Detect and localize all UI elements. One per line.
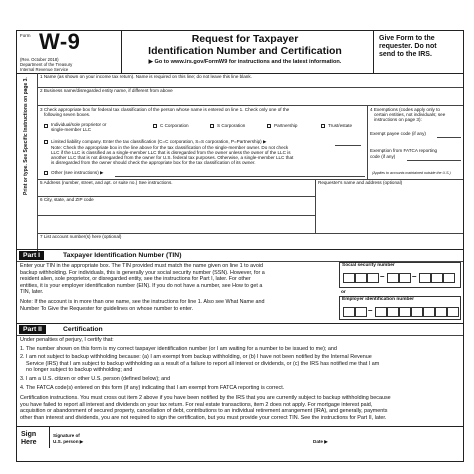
- ssn-label: Social security number: [342, 263, 395, 268]
- certification-instructions-3: acquisition or abandonment of secured property, cancellation of debt, contributions to an individual retirement arrangement (IRA), and generally, payments: [20, 408, 388, 414]
- signature-label-2: U.S. person ▶: [53, 439, 84, 444]
- checkbox-individual[interactable]: [44, 124, 48, 128]
- ssn-digit-6[interactable]: [419, 273, 431, 283]
- name-field[interactable]: [40, 80, 460, 86]
- ein-dash: –: [368, 306, 373, 315]
- ssn-dash-2: –: [412, 272, 417, 281]
- certification-item-1: 1. The number shown on this form is my correct taxpayer identification number (or I am waiting for a number to be issued to me); and: [20, 346, 337, 352]
- label-individual-2: single-member LLC: [51, 127, 92, 132]
- ssn-digit-7[interactable]: [431, 273, 443, 283]
- certification-instructions-2: you have failed to report all interest and dividends on your tax return. For real estate transactions, item 2 does not apply. For mortgage interest paid,: [20, 401, 373, 408]
- part1-text-5: TIN, later.: [20, 289, 44, 295]
- address-field[interactable]: [40, 186, 310, 194]
- part2-label: Part II: [19, 325, 46, 334]
- date-label: Date ▶: [313, 439, 328, 444]
- instructions-link[interactable]: ▶ Go to www.irs.gov/FormW9 for instructions and the latest information.: [148, 59, 342, 65]
- ssn-digit-1[interactable]: [343, 273, 355, 283]
- certification-intro: Under penalties of perjury, I certify that:: [20, 337, 114, 343]
- label-other: Other (see instructions) ▶: [51, 170, 104, 175]
- certification-item-2a: 2. I am not subject to backup withholding because: (a) I am exempt from backup withholding, or (b) I have not been notified by the Internal Revenue: [20, 354, 372, 360]
- fatca-label: Exemption from FATCA reporting: [370, 148, 438, 153]
- exempt-payee-field[interactable]: [437, 131, 461, 138]
- certification-instructions-1: Certification instructions. You must cross out item 2 above if you have been notified by the IRS that you are currently subject to backup withholding because: [20, 395, 391, 401]
- label-s-corp: S Corporation: [217, 123, 246, 128]
- requester-field[interactable]: [318, 187, 460, 231]
- give-form-note: Give Form to the requester. Do not send to the IRS.: [379, 35, 437, 58]
- ssn-digit-2[interactable]: [355, 273, 367, 283]
- form-name: W-9: [39, 29, 81, 54]
- part1-note-2: Number To Give the Requester for guidelines on whose number to enter.: [20, 305, 194, 312]
- checkbox-c-corp[interactable]: [153, 124, 157, 128]
- requester-label: Requester's name and address (optional): [318, 180, 403, 185]
- ein-digit-6[interactable]: [411, 307, 423, 317]
- part1-text-4: entities, it is your employer identification number (EIN). If you do not have a number, see How to get a: [20, 282, 263, 289]
- checkbox-partnership[interactable]: [267, 124, 271, 128]
- ein-digit-9[interactable]: [447, 307, 459, 317]
- ssn-dash-1: –: [380, 272, 385, 281]
- ein-digit-2[interactable]: [355, 307, 367, 317]
- line1-label: 1 Name (as shown on your income tax return). Name is required on this line; do not leave this line blank.: [40, 74, 252, 79]
- llc-classification-field[interactable]: [335, 139, 361, 146]
- ein-digit-3[interactable]: [375, 307, 387, 317]
- llc-note-2: LLC if the LLC is classified as a single-member LLC that is disregarded from the owner unless the owner of the LLC is: [51, 150, 291, 155]
- line2-label: 2 Business name/disregarded entity name, if different from above: [40, 88, 173, 93]
- label-c-corp: C Corporation: [160, 123, 189, 128]
- checkbox-trust[interactable]: [321, 124, 325, 128]
- ein-digit-4[interactable]: [387, 307, 399, 317]
- llc-note-3: another LLC that is not disregarded from the owner for U.S. federal tax purposes. Otherwise, a single-member LLC that: [51, 155, 294, 160]
- ssn-digit-5[interactable]: [399, 273, 411, 283]
- city-state-zip-field[interactable]: [40, 203, 310, 211]
- signature-label: Signature of: [53, 433, 80, 438]
- form-title: Request for Taxpayer Identification Number and Certification: [148, 33, 342, 57]
- ein-digit-1[interactable]: [343, 307, 355, 317]
- exemptions-label-3: instructions on page 3):: [374, 117, 422, 122]
- fatca-field[interactable]: [407, 154, 461, 161]
- business-name-field[interactable]: [40, 94, 460, 104]
- label-individual: Individual/sole proprietor or: [51, 122, 107, 127]
- w9-form: [16, 30, 464, 462]
- llc-note-1: Note: Check the appropriate box in the line above for the tax classification of the single-member owner. Do not check: [51, 145, 289, 150]
- sign-label: Sign: [21, 431, 37, 438]
- certification-instructions-4: other than interest and dividends, you are not required to sign the certification, but you must provide your correct TIN. See the instructions for Part II, later.: [20, 414, 387, 421]
- part1-note-1: Note: If the account is in more than one name, see the instructions for line 1. Also see What Name and: [20, 299, 265, 305]
- other-field[interactable]: [115, 170, 365, 177]
- certification-item-2b: Service (IRS) that I am subject to backup withholding as a result of a failure to report all interest or dividends, or (c) the IRS has notified me that I am: [26, 360, 380, 367]
- form-label: Form: [20, 33, 31, 38]
- or-label: or: [341, 290, 346, 295]
- part1-text-2: backup withholding. For individuals, this is generally your social security number (SSN). However, for a: [20, 269, 265, 276]
- ssn-digit-3[interactable]: [367, 273, 379, 283]
- line3-label: 3 Check appropriate box for federal tax classification of the person whose name is entered on line 1. Check only one of the: [40, 107, 290, 112]
- llc-note-4: is disregarded from the owner should check the appropriate box for the tax classification of its owner.: [51, 160, 256, 165]
- exempt-payee-label: Exempt payee code (if any): [370, 131, 426, 136]
- part1-title: Taxpayer Identification Number (TIN): [63, 252, 182, 259]
- certification-item-4: 4. The FATCA code(s) entered on this form (if any) indicating that I am exempt from FATCA reporting is correct.: [20, 385, 285, 391]
- line3-label-cont: following seven boxes.: [44, 112, 91, 117]
- revision: (Rev. October 2018): [20, 57, 59, 62]
- ein-digit-8[interactable]: [435, 307, 447, 317]
- ssn-digit-8[interactable]: [443, 273, 455, 283]
- date-field[interactable]: [333, 433, 459, 445]
- checkbox-s-corp[interactable]: [210, 124, 214, 128]
- signature-field[interactable]: [95, 433, 305, 445]
- label-trust: Trust/estate: [328, 123, 353, 128]
- line6-label: 6 City, state, and ZIP code: [40, 197, 94, 202]
- agency: Internal Revenue Service: [20, 67, 69, 72]
- label-partnership: Partnership: [274, 123, 298, 128]
- line7-label: 7 List account number(s) here (optional): [40, 234, 122, 239]
- part1-text-1: Enter your TIN in the appropriate box. The TIN provided must match the name given on line 1 to avoid: [20, 263, 264, 269]
- line5-label: 5 Address (number, street, and apt. or suite no.) See instructions.: [40, 180, 173, 185]
- ein-label: Employer identification number: [342, 297, 414, 302]
- part1-text-3: resident alien, sole proprietor, or disregarded entity, see the instructions for Part I, later. For other: [20, 276, 251, 282]
- here-label: Here: [21, 439, 37, 446]
- part1-label: Part I: [19, 251, 44, 260]
- certification-item-3: 3. I am a U.S. citizen or other U.S. person (defined below); and: [20, 376, 171, 382]
- certification-item-2c: no longer subject to backup withholding; and: [26, 367, 133, 373]
- label-llc: Limited liability company. Enter the tax classification (C=C corporation, S=S corporation, P=Partnership) ▶: [51, 139, 267, 144]
- ein-digit-5[interactable]: [399, 307, 411, 317]
- exemptions-label: 4 Exemptions (codes apply only to: [370, 107, 440, 112]
- checkbox-llc[interactable]: [44, 140, 48, 144]
- fatca-label-2: code (if any): [370, 154, 396, 159]
- exemptions-label-2: certain entities, not individuals; see: [374, 112, 446, 117]
- ssn-digit-4[interactable]: [387, 273, 399, 283]
- account-numbers-field[interactable]: [40, 240, 460, 248]
- ein-digit-7[interactable]: [423, 307, 435, 317]
- department: Department of the Treasury: [20, 62, 73, 67]
- part2-title: Certification: [63, 326, 103, 333]
- side-instructions: Print or type. See Specific Instructions on page 3.: [23, 77, 29, 195]
- checkbox-other[interactable]: [44, 171, 48, 175]
- fatca-note: (Applies to accounts maintained outside the U.S.): [372, 171, 451, 175]
